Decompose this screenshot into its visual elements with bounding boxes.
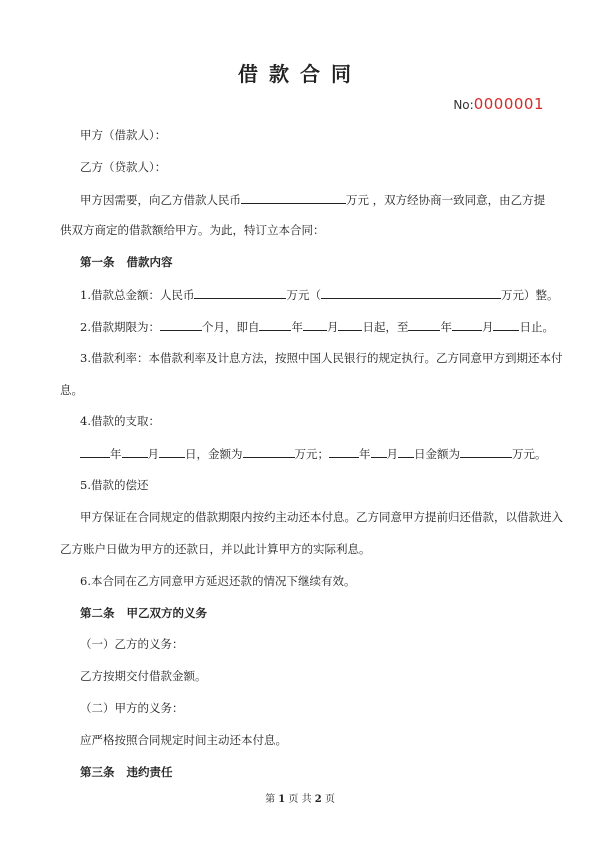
article-2-sub-2: （二）甲方的义务： <box>80 701 184 715</box>
article-1-item-3-line-2: 息。 <box>60 383 83 397</box>
intro-line-1: 甲方因需要，向乙方借款人民币 万元 ，双方经协商一致同意，由乙方提 <box>80 193 546 207</box>
party-a-line: 甲方（借款人）： <box>80 128 167 142</box>
intro-line-2: 供双方商定的借款额给甲方。为此，特订立本合同： <box>60 223 325 237</box>
article-1-item-2: 2.借款期限为： 个月，即自 年 月 日起，至 年 月 日止。 <box>80 320 554 334</box>
article-2-heading: 第二条 甲乙双方的义务 <box>80 606 207 620</box>
amount-blank <box>241 192 346 204</box>
article-1-item-4: 4.借款的支取： <box>80 414 160 428</box>
repayment-line-1: 甲方保证在合同规定的借款期限内按约主动还本付息。乙方同意甲方提前归还借款，以借款进入 <box>80 510 563 524</box>
contract-number <box>453 95 544 113</box>
amount-blank <box>194 287 286 299</box>
article-1-item-6: 6.本合同在乙方同意甲方延迟还款的情况下继续有效。 <box>80 574 356 588</box>
article-1-item-5: 5.借款的偿还 <box>80 478 149 492</box>
repayment-line-2: 乙方账户日做为甲方的还款日，并以此计算甲方的实际利息。 <box>60 542 371 556</box>
article-3-heading: 第三条 违约责任 <box>80 765 173 779</box>
contract-number-label: No: <box>453 98 474 112</box>
article-1-heading: 第一条 借款内容 <box>80 255 173 269</box>
disbursement-line: 年 月 日，金额为 万元； 年 月 日金额为 万元。 <box>80 446 547 461</box>
current-page-number: 1 <box>278 794 286 805</box>
party-b-line: 乙方（贷款人）： <box>80 160 167 174</box>
article-2-sub-1-text: 乙方按期交付借款金额。 <box>80 669 207 683</box>
total-page-number: 2 <box>314 794 322 805</box>
article-2-sub-2-text: 应严格按照合同规定时间主动还本付息。 <box>80 733 287 747</box>
document-title: 借款合同 <box>238 62 362 86</box>
contract-number-value: 0000001 <box>473 95 544 113</box>
article-2-sub-1: （一）乙方的义务： <box>80 637 184 651</box>
page-footer: 第 1 页 共 2 页 <box>265 794 335 805</box>
article-1-item-1: 1.借款总金额：人民币 万元（ 万元）整。 <box>80 288 559 302</box>
amount-words-blank <box>321 287 501 299</box>
article-1-item-3-line-1: 3.借款利率：本借款利率及计息方法，按照中国人民银行的规定执行。乙方同意甲方到期还本付 <box>80 351 563 365</box>
